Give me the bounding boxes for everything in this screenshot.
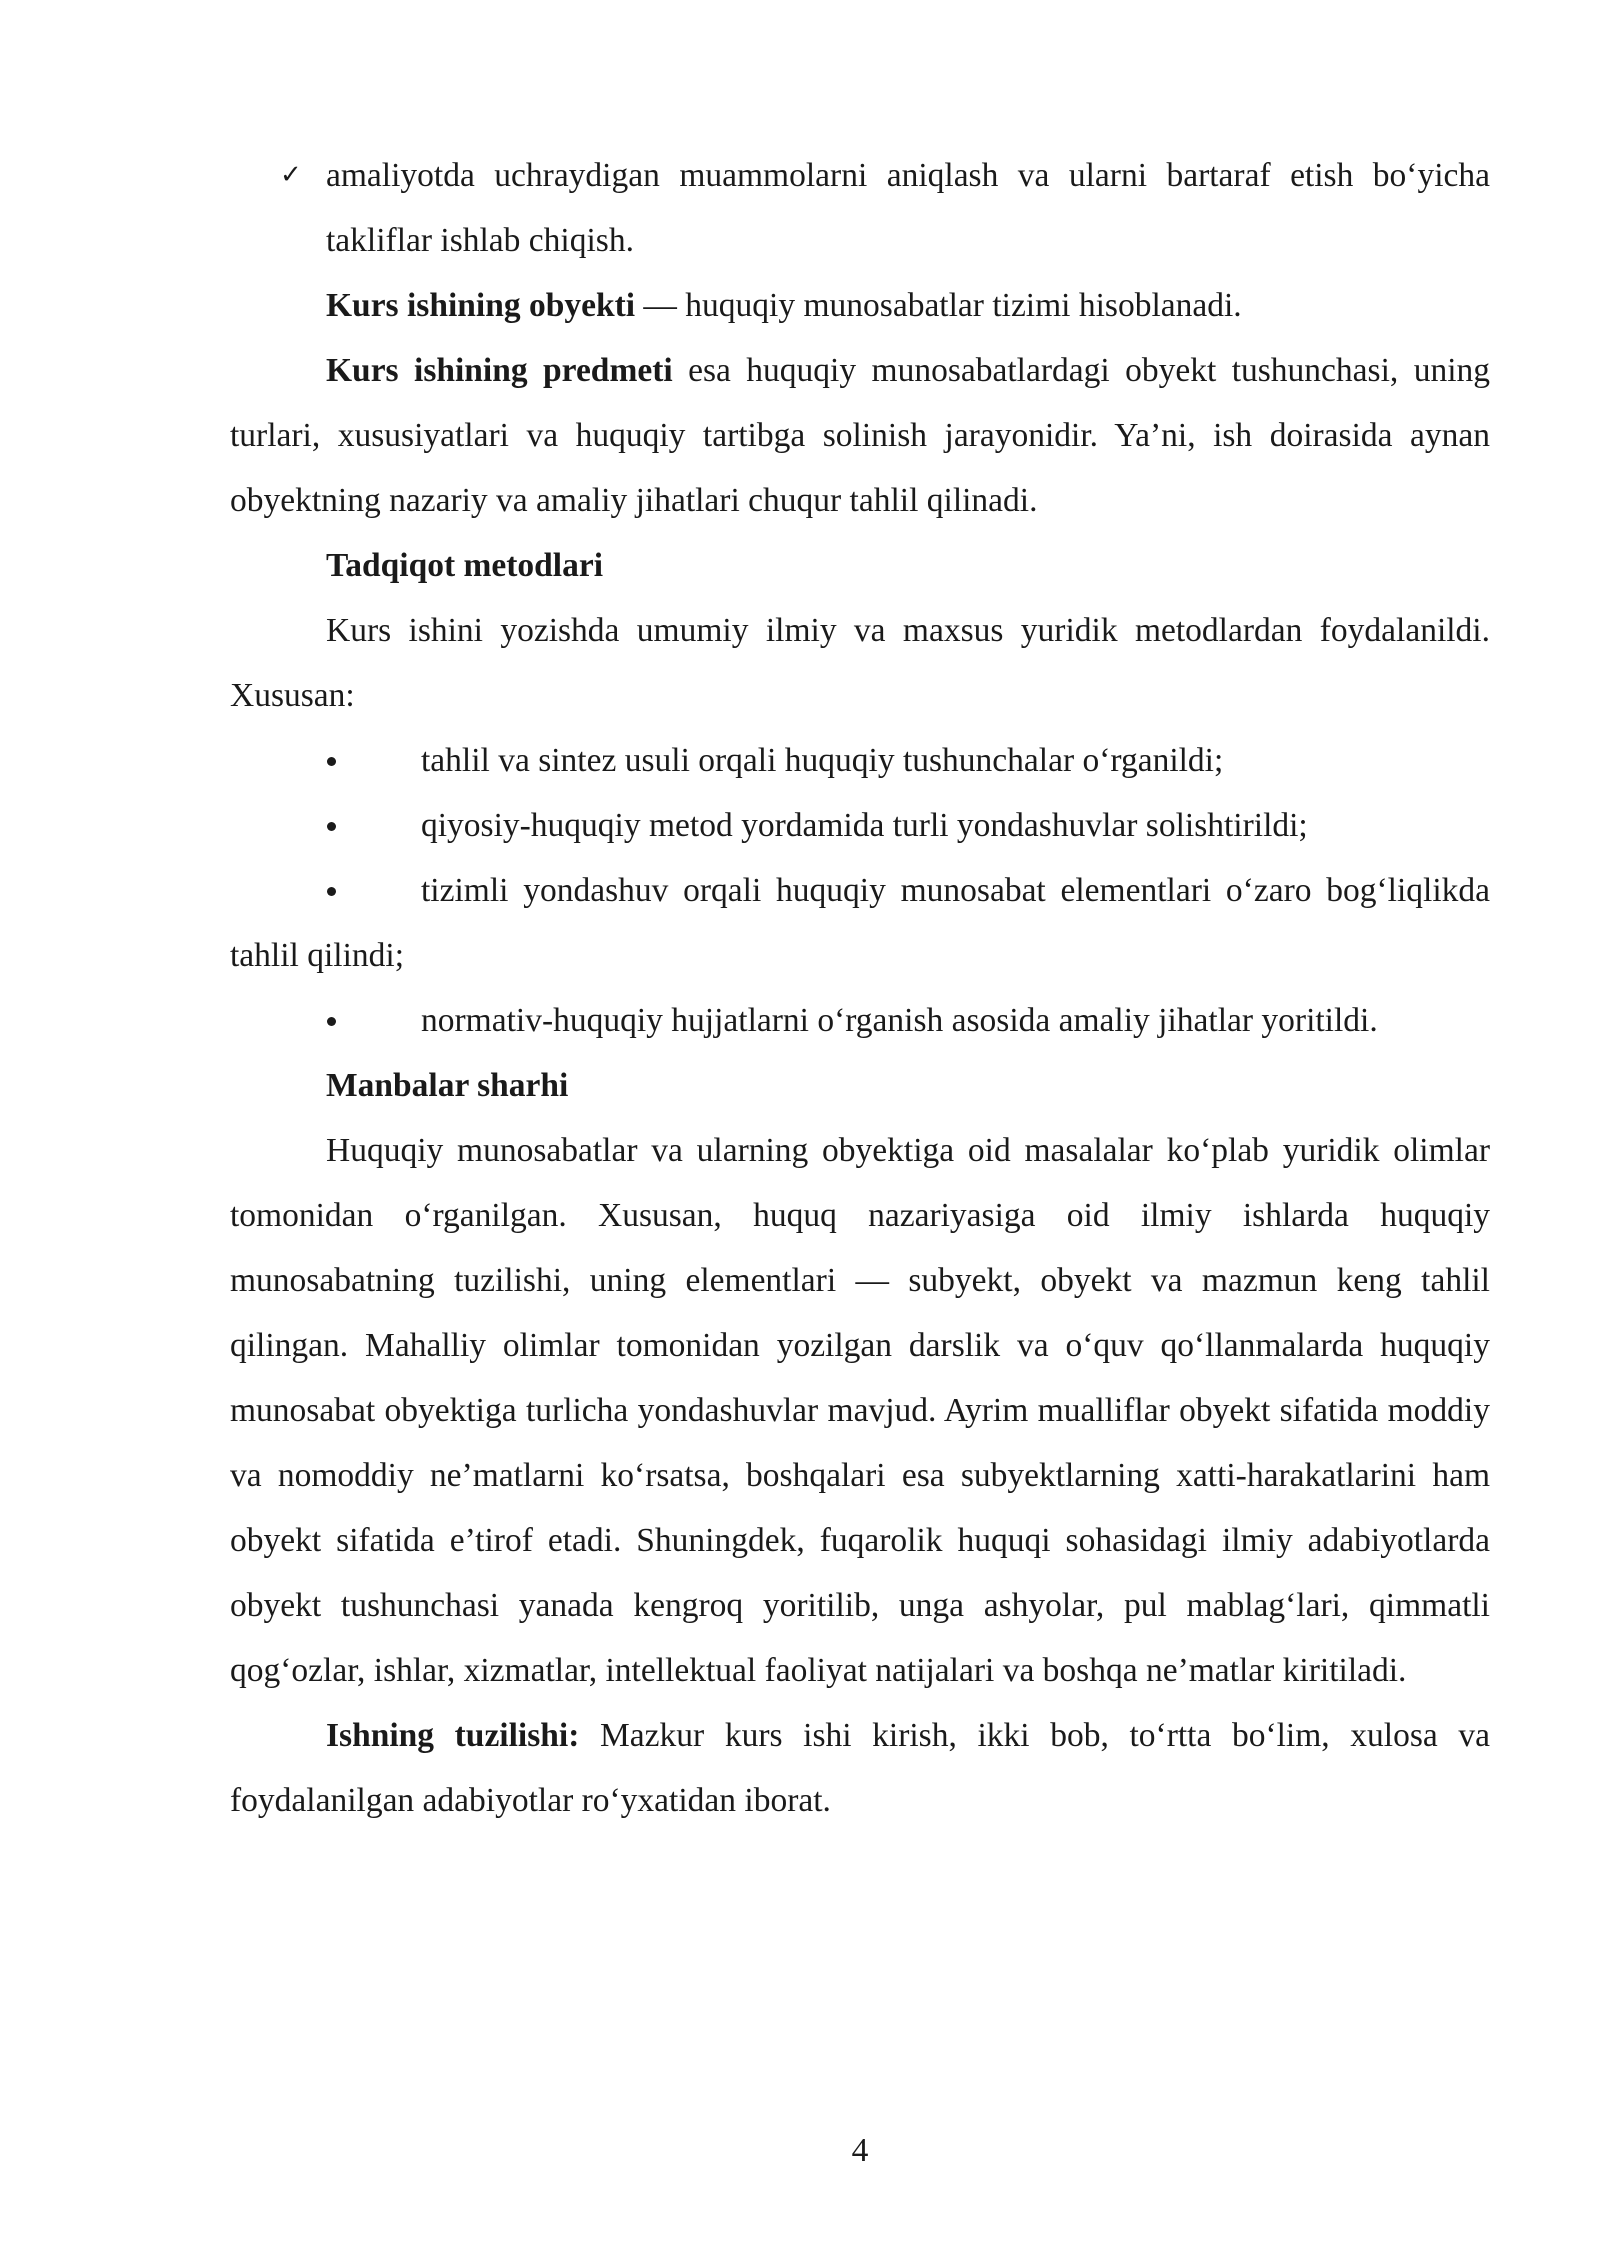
structure-label: Ishning tuzilishi: <box>326 1717 580 1754</box>
methods-intro: Kurs ishini yozishda umumiy ilmiy va maxsus yuridik metodlardan foydalanildi. Xususan: <box>230 612 1490 714</box>
subject-text: esa huquqiy munosabatlardagi obyekt tushunchasi, uning turlari, xususiyatlari va huquqiy tartibga solinish jarayonidir. Ya’ni, ish doirasida aynan obyektning nazariy va amaliy jihatlari chuqur tahlil qilinadi. <box>230 352 1490 519</box>
list-item <box>230 858 1490 988</box>
methods-list <box>230 728 1490 1053</box>
page-number: 4 <box>851 2132 869 2169</box>
list-item <box>230 793 1490 858</box>
methods-heading: Tadqiqot metodlari <box>326 547 604 584</box>
list-item-text: tahlil va sintez usuli orqali huquqiy tushunchalar o‘rganildi; <box>421 742 1224 779</box>
checkmark-icon: ✓ <box>280 160 302 190</box>
subject-paragraph <box>230 338 1490 533</box>
subject-label: Kurs ishining predmeti <box>326 352 673 389</box>
structure-paragraph <box>230 1703 1490 1833</box>
bullet-icon <box>327 1017 336 1026</box>
bullet-icon <box>327 757 336 766</box>
object-paragraph <box>230 273 1490 338</box>
list-item <box>230 988 1490 1053</box>
list-item-text: tizimli yondashuv orqali huquqiy munosabat elementlari o‘zaro bog‘liqlikda tahlil qilindi; <box>230 872 1490 974</box>
bullet-icon <box>327 887 336 896</box>
document-body <box>230 143 1490 1833</box>
checklist-item-text: amaliyotda uchraydigan muammolarni aniqlash va ularni bartaraf etish bo‘yicha takliflar ishlab chiqish. <box>326 157 1490 259</box>
sources-heading: Manbalar sharhi <box>326 1067 569 1104</box>
object-label: Kurs ishining obyekti <box>326 287 636 324</box>
list-item-text: normativ-huquqiy hujjatlarni o‘rganish asosida amaliy jihatlar yoritildi. <box>421 1002 1378 1039</box>
bullet-icon <box>327 822 336 831</box>
list-item <box>230 728 1490 793</box>
sources-paragraph: Huquqiy munosabatlar va ularning obyektiga oid masalalar ko‘plab yuridik olimlar tomonidan o‘rganilgan. Xususan, huquq nazariyasiga oid ilmiy ishlarda huquqiy munosabatning tuzilishi, uning elementlari — subyekt, obyekt va mazmun keng tahlil qilingan. Mahalliy olimlar tomonidan yozilgan darslik va o‘quv qo‘llanmalarda huquqiy munosabat obyektiga turlicha yondashuvlar mavjud. Ayrim mualliflar obyekt sifatida moddiy va nomoddiy ne’matlarni ko‘rsatsa, boshqalari esa subyektlarning xatti-harakatlarini ham obyekt sifatida e’tirof etadi. Shuningdek, fuqarolik huquqi sohasidagi ilmiy adabiyotlarda obyekt tushunchasi yanada kengroq yoritilib, unga ashyolar, pul mablag‘lari, qimmatli qog‘ozlar, ishlar, xizmatlar, intellektual faoliyat natijalari va boshqa ne’matlar kiritiladi. <box>230 1132 1490 1689</box>
object-text: — huquqiy munosabatlar tizimi hisoblanadi. <box>635 287 1242 324</box>
list-item-text: qiyosiy-huquqiy metod yordamida turli yondashuvlar solishtirildi; <box>421 807 1308 844</box>
structure-text: Mazkur kurs ishi kirish, ikki bob, to‘rtta bo‘lim, xulosa va foydalanilgan adabiyotlar ro‘yxatidan iborat. <box>230 1717 1491 1819</box>
checklist-item <box>230 143 1490 273</box>
